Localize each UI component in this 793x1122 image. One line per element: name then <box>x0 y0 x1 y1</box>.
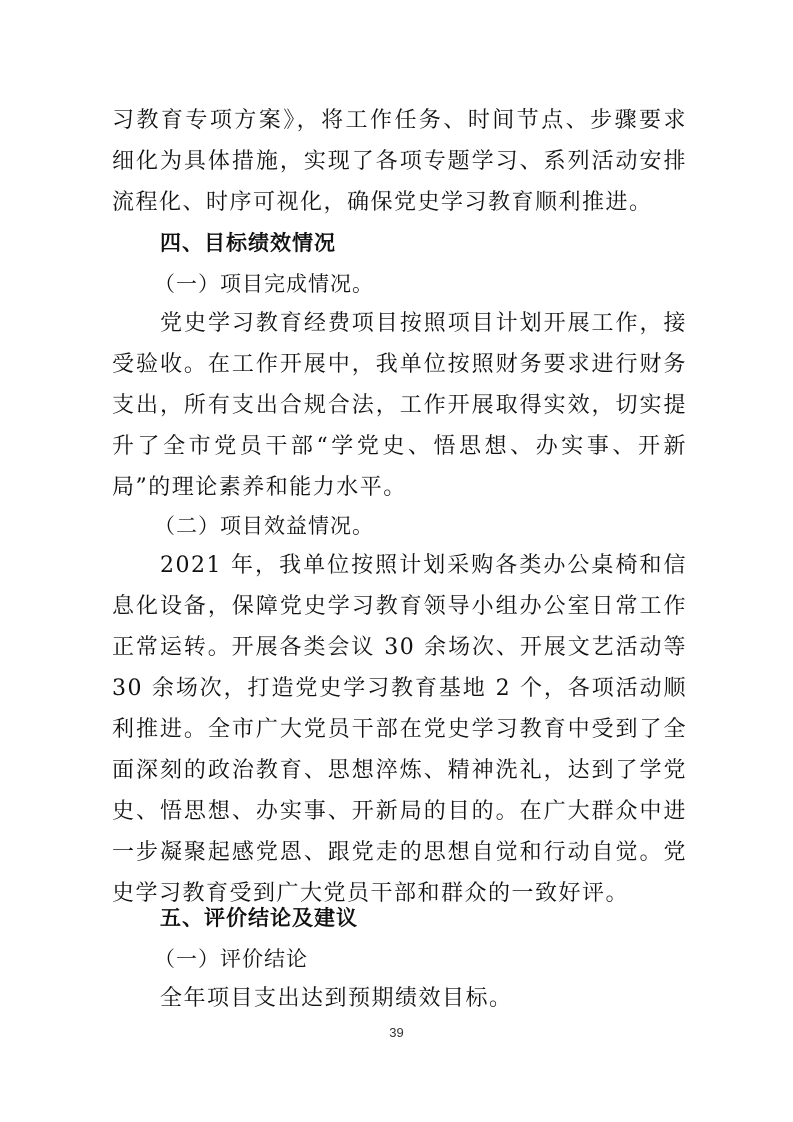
subheading-conclusion: （一）评价结论 <box>154 947 308 971</box>
page-number: 39 <box>389 1025 404 1040</box>
subheading-benefits: （二）项目效益情况。 <box>154 514 374 538</box>
paragraph-conclusion: 全年项目支出达到预期绩效目标。 <box>160 986 513 1011</box>
paragraph-completion: 党史学习教育经费项目按照项目计划开展工作，接受验收。在工作开展中，我单位按照财务要求进行财务支出，所有支出合规合法，工作开展取得实效，切实提升了全市党员干部“学党史、悟思想、办实事、开新局”的理论素养和能力水平。 <box>112 311 687 500</box>
section-heading-evaluation: 五、评价结论及建议 <box>160 906 358 930</box>
section-heading-performance: 四、目标绩效情况 <box>160 231 336 255</box>
paragraph-plan-continuation: 习教育专项方案》，将工作任务、时间节点、步骤要求细化为具体措施，实现了各项专题学习、系列活动安排流程化、时序可视化，确保党史学习教育顺利推进。 <box>112 108 687 215</box>
paragraph-benefits: 2021 年，我单位按照计划采购各类办公桌椅和信息化设备，保障党史学习教育领导小组办公室日常工作正常运转。开展各类会议 30 余场次、开展文艺活动等 30 余场次，打造党史学习教育基地 2 个，各项活动顺利推进。全市广大党员干部在党史学习教育中受到了全面深刻的政治教育、思想淬炼、精神洗礼，达到了学党史、悟思想、办实事、开新局的目的。在广大群众中进一步凝聚起感党恩、跟党走的思想自觉和行动自觉。党史学习教育受到广大党员干部和群众的一致好评。 <box>112 553 687 906</box>
subheading-completion: （一）项目完成情况。 <box>154 272 374 296</box>
